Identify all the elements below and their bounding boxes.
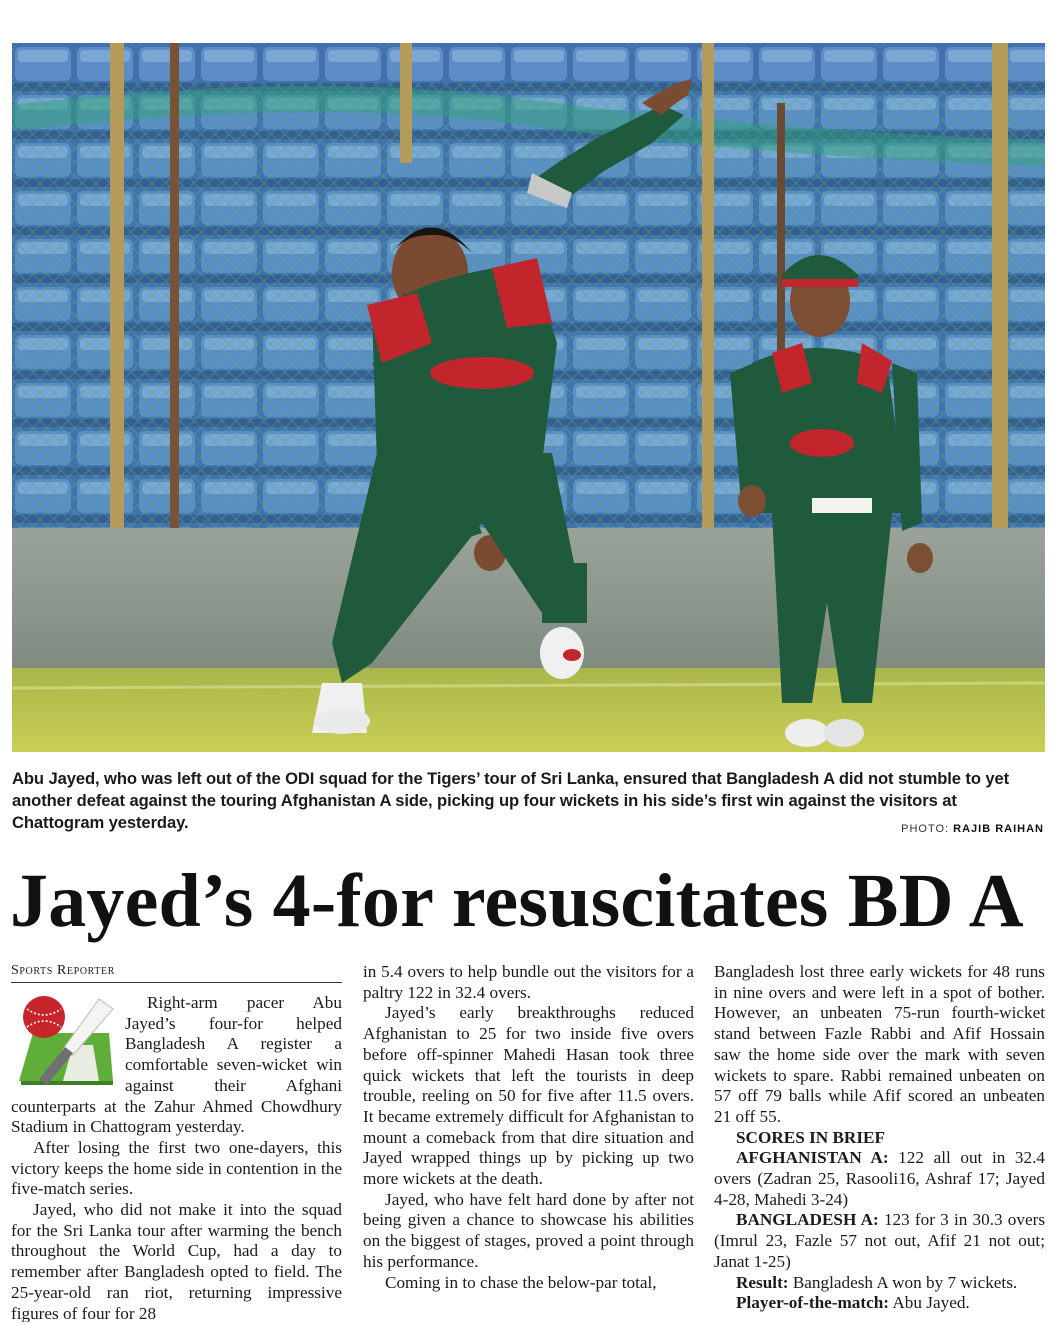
cricket-ball-bat-icon: [13, 993, 117, 1093]
player-of-the-match-label: Player-of-the-match:: [736, 1293, 890, 1313]
photo-illustration: [12, 43, 1045, 752]
article-paragraph: Jayed, who did not make it into the squad for the Sri Lanka tour after warming the bench throughout the World Cup, had a day to remember after Bangladesh opted to field. The 25-year-old ran riot, returning impressive figures of four for 28: [11, 1200, 342, 1322]
scores-heading: SCORES IN BRIEF: [736, 1127, 885, 1147]
player-of-the-match: [714, 1293, 1045, 1314]
article-paragraph: Right-arm pacer Abu Jayed’s four-for helped Bangladesh A register a comfortable seven-wicket win against their Afghani counterparts at the Zahur Ahmed Chowdhury Stadium in Chattogram yesterday.: [11, 993, 342, 1137]
headline: Jayed’s 4-for resuscitates BD A: [10, 859, 1024, 943]
article-paragraph: in 5.4 overs to help bundle out the visitors for a paltry 122 in 32.4 overs.: [363, 962, 694, 1002]
lead-photo: [12, 43, 1045, 752]
score-bangladesh: [714, 1210, 1045, 1272]
article-paragraph: After losing the first two one-dayers, this victory keeps the home side in contention in the five-match series.: [11, 1137, 342, 1199]
article-column-1: [11, 962, 342, 1322]
article-column-2: [363, 962, 694, 1322]
score-afghanistan-text: 122 all out in 32.4 overs (Zadran 25, Rasooli16, Ashraf 17; Jayed 4-28, Mahedi 3-24): [714, 1148, 1045, 1209]
player-of-the-match-text: Abu Jayed.: [892, 1293, 970, 1313]
match-result: [714, 1273, 1045, 1294]
score-bangladesh-label: BANGLADESH A:: [736, 1210, 879, 1230]
match-result-label: Result:: [736, 1272, 789, 1292]
article-paragraph: Jayed’s early breakthroughs reduced Afghanistan to 25 for two inside five overs before off-spinner Mahedi Hasan took three quick wickets that left the tourists in deep trouble, reeling on 50 for five after 11.5 overs. It became extremely difficult for Afghanistan to mount a comeback from that dire situation and Jayed wrapped things up by picking up two more wickets at the death.: [363, 1003, 694, 1189]
photo-caption: Abu Jayed, who was left out of the ODI squad for the Tigers’ tour of Sri Lanka, ensured that Bangladesh A did not stumble to yet another defeat against the touring Afghanistan A side, picking up four wickets in his side’s first win against the visitors at Chattogram yesterday.: [12, 769, 1010, 832]
article-paragraph: Bangladesh lost three early wickets for 48 runs in nine overs and were left in a spot of bother. However, an unbeaten 75-run fourth-wicket stand between Fazle Rabbi and Afif Hossain saw the home side over the mark with seven wickets to spare. Rabbi remained unbeaten on 57 off 79 balls while Afif scored an unbeaten 21 off 55.: [714, 962, 1045, 1126]
photo-credit-label: PHOTO:: [901, 823, 950, 835]
photo-credit: [901, 823, 1044, 835]
photo-credit-name: RAJIB RAIHAN: [953, 823, 1044, 835]
score-afghanistan-label: AFGHANISTAN A:: [736, 1148, 889, 1168]
score-bangladesh-text: 123 for 3 in 30.3 overs (Imrul 23, Fazle 57 not out, Afif 21 not out; Janat 1-25): [714, 1210, 1045, 1271]
byline: Sports Reporter: [11, 962, 342, 983]
article-paragraph: Jayed, who have felt hard done by after not being given a chance to showcase his abilities on the biggest of stages, proved a point through his performance.: [363, 1189, 694, 1271]
article-column-3: [714, 962, 1045, 1322]
match-result-text: Bangladesh A won by 7 wickets.: [792, 1272, 1018, 1292]
score-afghanistan: [714, 1148, 1045, 1210]
article-paragraph: Coming in to chase the below-par total,: [385, 1272, 657, 1292]
